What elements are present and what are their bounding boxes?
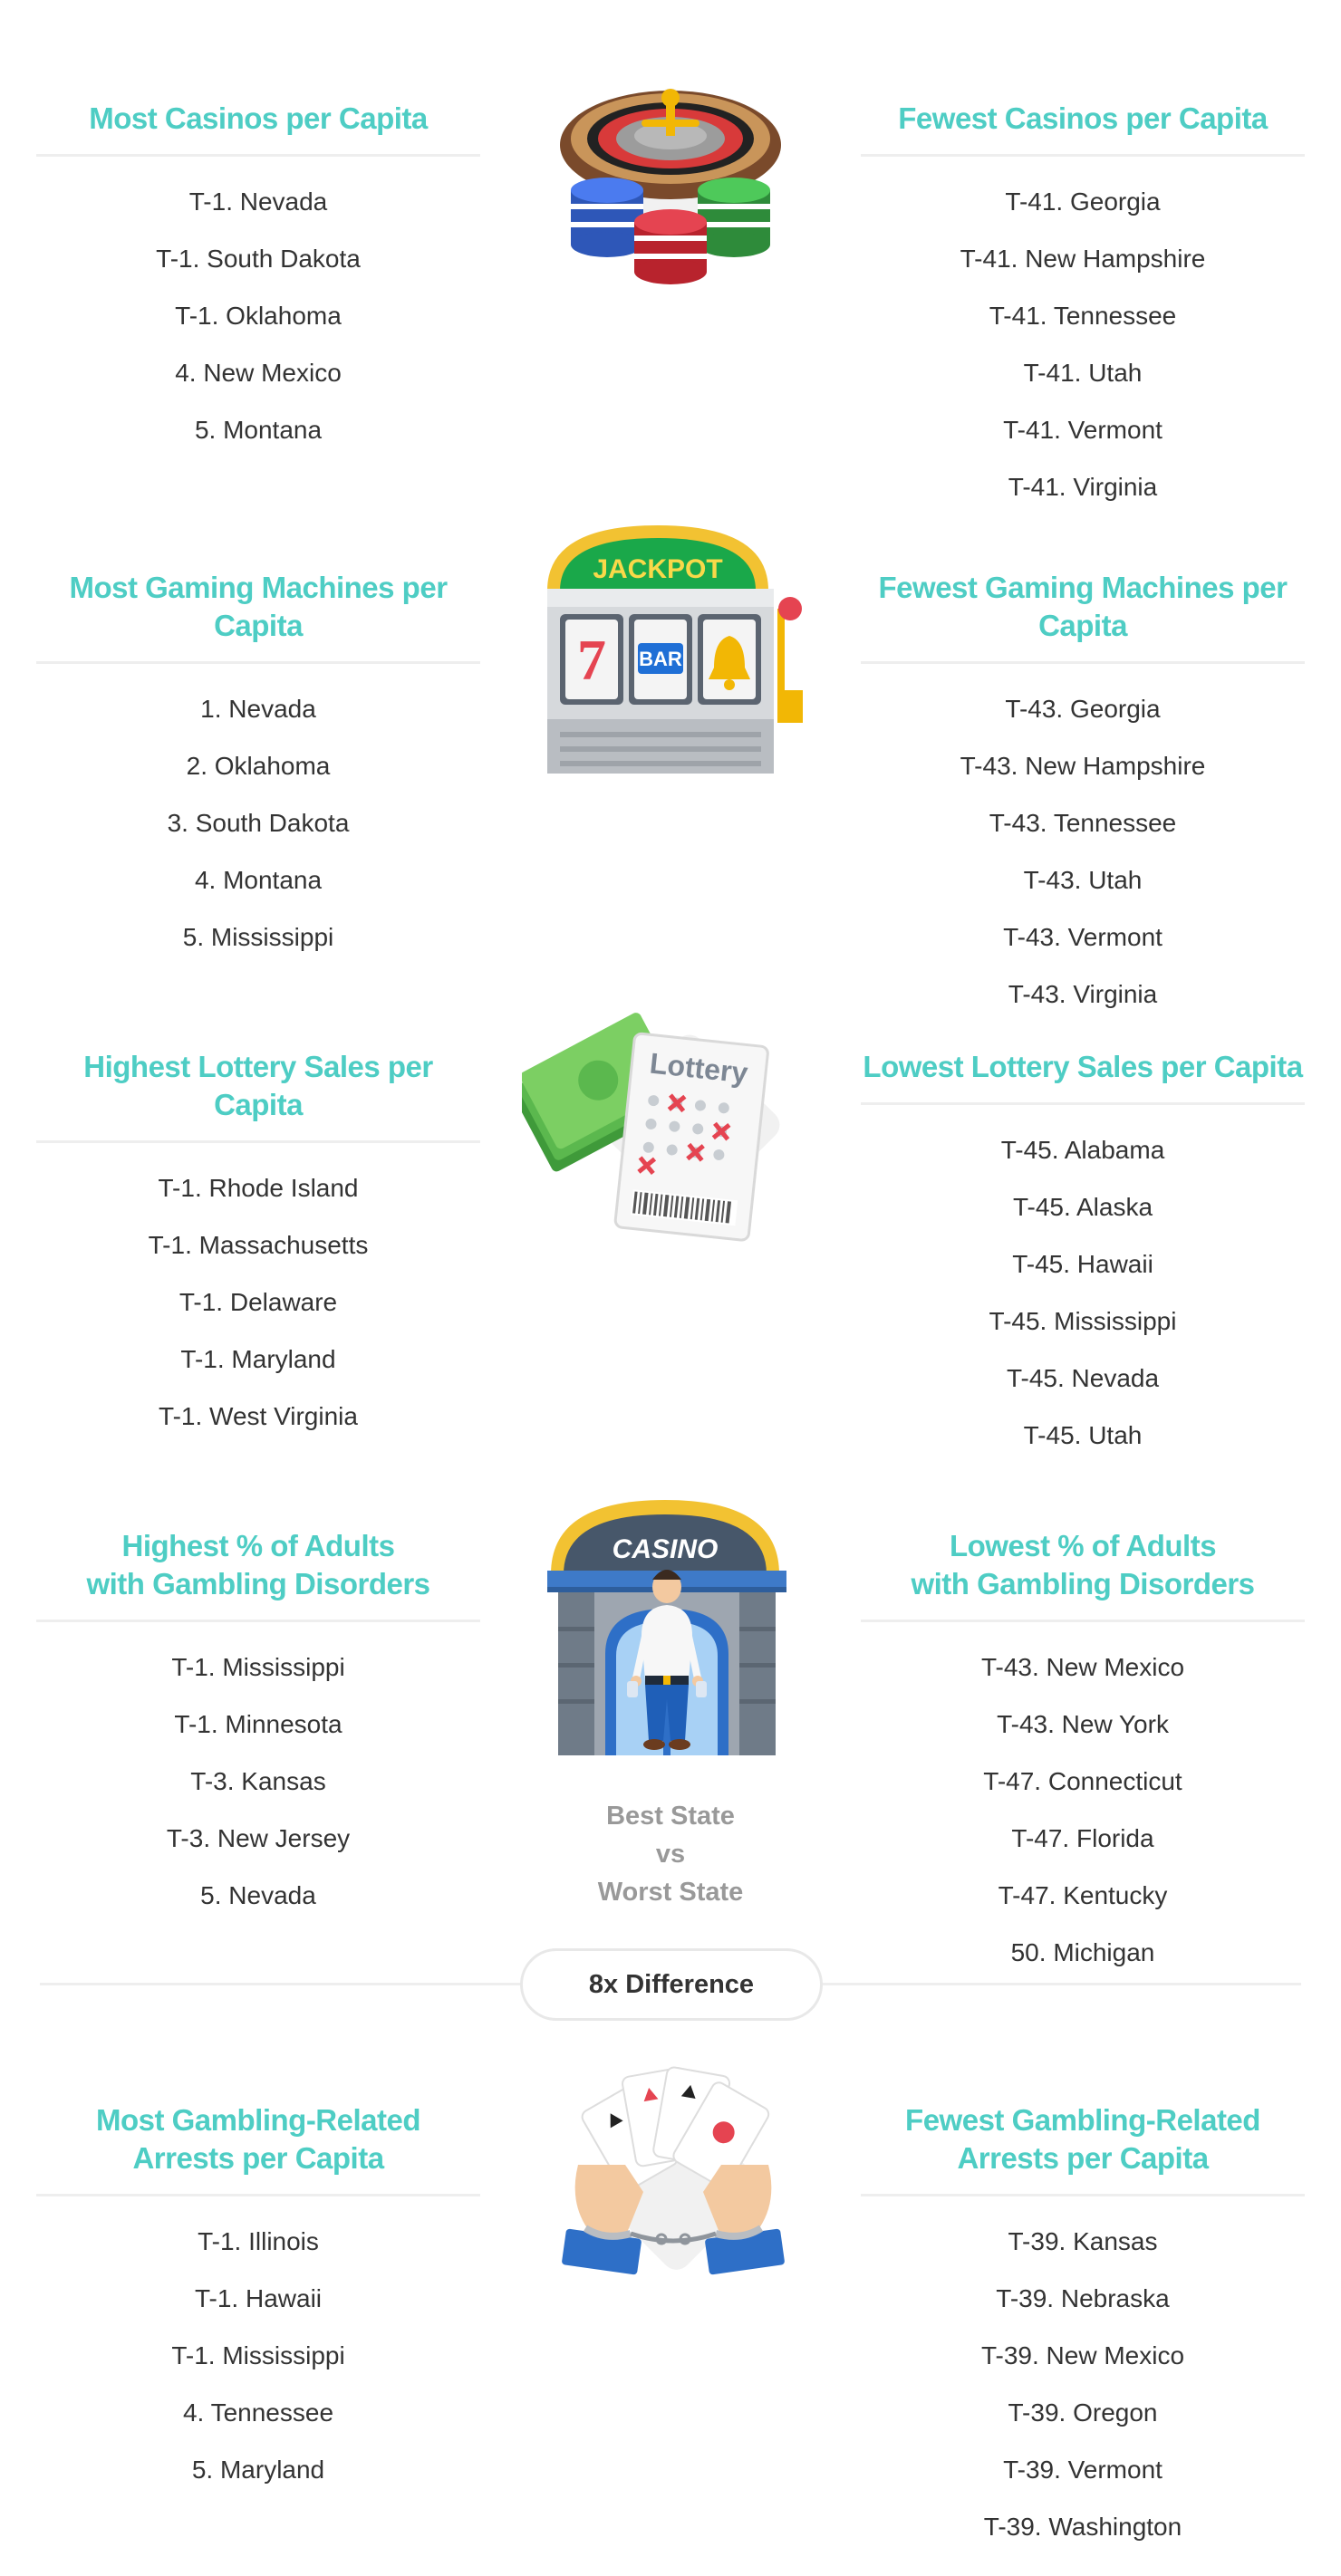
highest-disorders-list <box>36 1639 480 1924</box>
list-item: T-43. New Hampshire <box>960 752 1206 780</box>
highest-lottery-list <box>36 1159 480 1445</box>
svg-text:CASINO: CASINO <box>612 1534 719 1564</box>
list-item: 5. Mississippi <box>182 923 334 951</box>
list-item: T-1. Oklahoma <box>175 302 342 330</box>
svg-text:Lottery: Lottery <box>648 1046 750 1090</box>
fewest-arrests-list <box>861 2213 1305 2555</box>
divider <box>861 1620 1305 1622</box>
lowest-disorders-list <box>861 1639 1305 1981</box>
highest-lottery-title: Highest Lottery Sales per Capita <box>83 1050 433 1121</box>
list-item: T-3. Kansas <box>190 1767 326 1795</box>
list-item: T-1. Maryland <box>180 1345 336 1373</box>
difference-badge: 8x Difference <box>520 1948 823 2021</box>
list-item: T-43. New Mexico <box>980 1653 1185 1681</box>
list-item: T-45. Utah <box>1023 1421 1143 1449</box>
list-item: 5. Montana <box>194 416 323 444</box>
list-item: T-1. Mississippi <box>171 1653 345 1681</box>
list-item: T-41. Virginia <box>1008 473 1158 501</box>
highest-disorders-title: Highest % of Adults with Gambling Disorders <box>86 1529 430 1600</box>
most-casinos-list <box>36 173 480 458</box>
best-vs-worst-label: Best State vs Worst State <box>597 1802 744 1907</box>
roulette-chips-icon <box>535 54 806 326</box>
divider <box>36 2194 480 2196</box>
list-item: T-45. Mississippi <box>989 1307 1177 1335</box>
fewest-casinos-title: Fewest Casinos per Capita <box>898 101 1268 135</box>
most-machines-column <box>36 569 480 966</box>
list-item: T-43. Utah <box>1023 866 1143 894</box>
most-casinos-column <box>36 100 480 458</box>
list-item: T-45. Alabama <box>1000 1136 1165 1164</box>
list-item: T-41. Tennessee <box>989 302 1177 330</box>
list-item: T-41. Utah <box>1023 359 1143 387</box>
handcuffed-cards-icon <box>542 2047 805 2319</box>
fewest-machines-title: Fewest Gaming Machines per Capita <box>878 571 1288 642</box>
lowest-lottery-column <box>861 1048 1305 1464</box>
list-item: T-41. Vermont <box>1003 416 1163 444</box>
list-item: 5. Maryland <box>191 2456 325 2484</box>
fewest-casinos-list <box>861 173 1305 515</box>
fewest-arrests-column <box>861 2101 1305 2555</box>
list-item: T-39. Washington <box>983 2513 1182 2541</box>
divider <box>36 154 480 157</box>
list-item: T-47. Florida <box>1011 1824 1154 1852</box>
lowest-disorders-title: Lowest % of Adults with Gambling Disorders <box>911 1529 1255 1600</box>
most-machines-title: Most Gaming Machines per Capita <box>69 571 448 642</box>
svg-text:BAR: BAR <box>639 648 682 670</box>
list-item: T-1. Massachusetts <box>148 1231 369 1259</box>
list-item: T-1. Illinois <box>198 2227 319 2255</box>
divider <box>861 661 1305 664</box>
list-item: T-1. South Dakota <box>156 245 361 273</box>
most-casinos-title: Most Casinos per Capita <box>89 101 428 135</box>
list-item: T-43. Virginia <box>1008 980 1158 1008</box>
list-item: T-1. West Virginia <box>159 1402 358 1430</box>
list-item: T-47. Connecticut <box>983 1767 1182 1795</box>
divider <box>36 1140 480 1143</box>
lowest-lottery-title: Lowest Lottery Sales per Capita <box>863 1050 1303 1083</box>
most-machines-list <box>36 680 480 966</box>
fewest-machines-column <box>861 569 1305 1023</box>
list-item: 2. Oklahoma <box>186 752 331 780</box>
lowest-lottery-list <box>861 1121 1305 1464</box>
svg-text:JACKPOT: JACKPOT <box>593 554 723 584</box>
most-arrests-list <box>36 2213 480 2498</box>
slot-machine-icon <box>540 518 812 781</box>
list-item: T-1. Nevada <box>188 187 328 216</box>
list-item: T-1. Rhode Island <box>158 1174 359 1202</box>
list-item: T-47. Kentucky <box>998 1881 1168 1909</box>
svg-text:7: 7 <box>577 628 606 692</box>
list-item: T-43. Vermont <box>1003 923 1163 951</box>
lowest-disorders-column <box>861 1527 1305 1981</box>
list-item: 4. Tennessee <box>182 2398 334 2427</box>
divider <box>861 2194 1305 2196</box>
most-arrests-title: Most Gambling-Related Arrests per Capita <box>95 2103 421 2175</box>
list-item: 4. New Mexico <box>175 359 342 387</box>
list-item: T-1. Minnesota <box>174 1710 342 1738</box>
divider <box>861 154 1305 157</box>
highest-lottery-column <box>36 1048 480 1445</box>
list-item: T-41. Georgia <box>1005 187 1161 216</box>
divider <box>36 661 480 664</box>
fewest-machines-list <box>861 680 1305 1023</box>
lottery-ticket-icon <box>522 1003 803 1274</box>
list-item: T-1. Hawaii <box>194 2284 323 2312</box>
list-item: T-39. New Mexico <box>980 2341 1185 2369</box>
list-item: T-1. Mississippi <box>171 2341 345 2369</box>
divider <box>36 1620 480 1622</box>
list-item: T-39. Vermont <box>1003 2456 1163 2484</box>
fewest-arrests-title: Fewest Gambling-Related Arrests per Capita <box>905 2103 1260 2175</box>
list-item: 1. Nevada <box>200 695 316 723</box>
list-item: T-45. Hawaii <box>1012 1250 1153 1278</box>
list-item: 4. Montana <box>194 866 323 894</box>
list-item: T-43. Tennessee <box>989 809 1177 837</box>
list-item: T-43. New York <box>997 1710 1169 1738</box>
list-item: T-3. New Jersey <box>166 1824 351 1852</box>
casino-building-icon <box>542 1500 805 1763</box>
list-item: T-39. Kansas <box>1008 2227 1158 2255</box>
list-item: T-1. Delaware <box>178 1288 338 1316</box>
divider <box>861 1102 1305 1105</box>
list-item: T-43. Georgia <box>1005 695 1161 723</box>
highest-disorders-column <box>36 1527 480 1924</box>
list-item: T-39. Nebraska <box>996 2284 1170 2312</box>
list-item: T-45. Nevada <box>1006 1364 1160 1392</box>
list-item: 3. South Dakota <box>167 809 350 837</box>
fewest-casinos-column <box>861 100 1305 515</box>
list-item: 5. Nevada <box>200 1881 316 1909</box>
most-arrests-column <box>36 2101 480 2498</box>
list-item: T-41. New Hampshire <box>960 245 1206 273</box>
list-item: T-45. Alaska <box>1012 1193 1153 1221</box>
list-item: T-39. Oregon <box>1008 2398 1158 2427</box>
list-item: 50. Michigan <box>1010 1938 1155 1966</box>
